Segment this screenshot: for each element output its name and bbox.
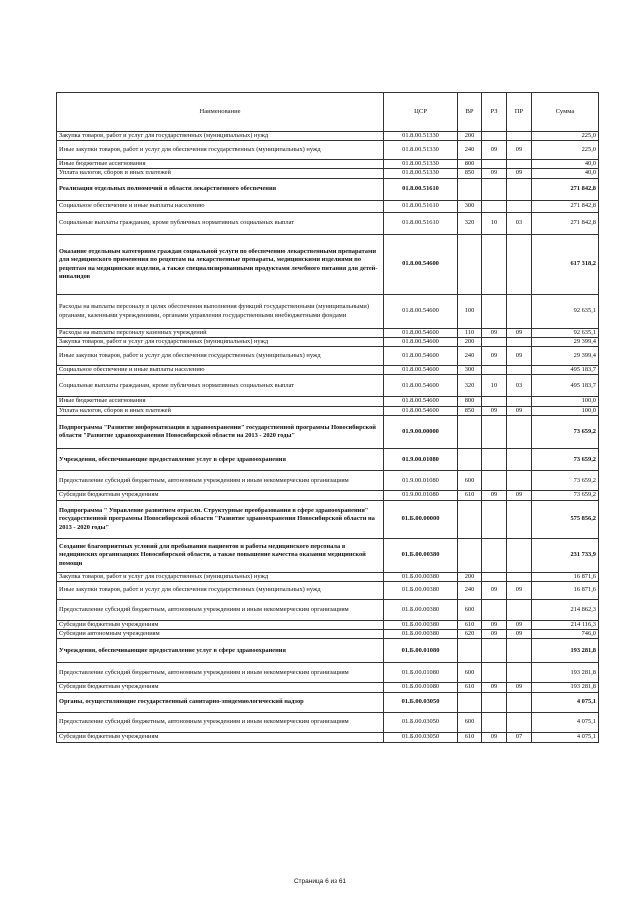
cell-name: Учреждения, обеспечивающие предоставление услуг в сфере здравоохранения <box>57 639 384 663</box>
cell-pr <box>507 539 532 572</box>
cell-name: Закупка товаров, работ и услуг для государственных (муниципальных) нужд <box>57 337 384 346</box>
cell-rz: 10 <box>482 375 507 397</box>
cell-rz <box>482 337 507 346</box>
cell-vr <box>458 416 482 449</box>
cell-rz <box>482 539 507 572</box>
cell-name: Закупка товаров, работ и услуг для государственных (муниципальных) нужд <box>57 132 384 141</box>
cell-csr: 01.8.00.54600 <box>384 328 458 337</box>
cell-csr: 01.Б.00.01080 <box>384 639 458 663</box>
cell-pr: 09 <box>507 169 532 178</box>
cell-rz <box>482 397 507 406</box>
cell-rz: 09 <box>482 683 507 692</box>
cell-rz <box>482 471 507 491</box>
cell-sum: 193 281,8 <box>532 663 599 683</box>
cell-sum: 4 075,1 <box>532 713 599 733</box>
cell-rz: 09 <box>482 581 507 599</box>
cell-name: Иные бюджетные ассигнования <box>57 397 384 406</box>
table-row <box>57 572 599 581</box>
table-row <box>57 449 599 471</box>
page-number: Страница 6 из 61 <box>293 878 347 885</box>
cell-sum: 40,0 <box>532 169 599 178</box>
cell-name: Закупка товаров, работ и услуг для государственных (муниципальных) нужд <box>57 572 384 581</box>
table-row <box>57 234 599 295</box>
cell-pr <box>507 471 532 491</box>
cell-vr: 200 <box>458 572 482 581</box>
cell-pr <box>507 397 532 406</box>
cell-rz: 10 <box>482 212 507 234</box>
cell-sum: 225,0 <box>532 132 599 141</box>
cell-vr: 600 <box>458 663 482 683</box>
cell-pr <box>507 416 532 449</box>
cell-pr <box>507 572 532 581</box>
cell-pr <box>507 449 532 471</box>
cell-name: Иные закупки товаров, работ и услуг для обеспечения государственных (муниципальных) нужд <box>57 347 384 365</box>
cell-sum: 92 635,1 <box>532 328 599 337</box>
cell-csr: 01.Б.00.00380 <box>384 629 458 638</box>
cell-csr: 01.9.00.01080 <box>384 491 458 500</box>
table-row <box>57 406 599 415</box>
cell-name: Подпрограмма "Развитие информатизации в здравоохранении" государственной программы Новосибирской области "Развитие здравоохранения Новосибирской области на 2013 - 2020 годы" <box>57 416 384 449</box>
table-row <box>57 212 599 234</box>
header-pr: ПР <box>507 93 532 132</box>
cell-csr: 01.9.00.01080 <box>384 449 458 471</box>
cell-name: Подпрограмма " Управление развитием отрасли. Структурные преобразования в сфере здравоохранения" государственной программы Новосибирской области "Развитие здравоохранения Новосибирской области на 2013 - 2020 годы" <box>57 500 384 539</box>
table-row <box>57 295 599 328</box>
cell-vr: 300 <box>458 365 482 374</box>
cell-name: Социальное обеспечение и иные выплаты населению <box>57 365 384 374</box>
cell-csr: 01.Б.00.00380 <box>384 581 458 599</box>
table-row <box>57 337 599 346</box>
cell-pr <box>507 132 532 141</box>
table-row <box>57 620 599 629</box>
cell-sum: 29 399,4 <box>532 347 599 365</box>
cell-vr: 610 <box>458 733 482 742</box>
cell-csr: 01.Б.00.03050 <box>384 713 458 733</box>
cell-pr: 03 <box>507 375 532 397</box>
cell-name: Субсидии бюджетным учреждениям <box>57 620 384 629</box>
cell-sum: 271 842,8 <box>532 212 599 234</box>
table-header-row <box>57 93 599 132</box>
cell-rz <box>482 663 507 683</box>
cell-name: Уплата налогов, сборов и иных платежей <box>57 406 384 415</box>
cell-name: Расходы на выплаты персоналу казенных учреждений <box>57 328 384 337</box>
table-row <box>57 491 599 500</box>
cell-csr: 01.8.00.51330 <box>384 169 458 178</box>
cell-rz <box>482 416 507 449</box>
cell-sum: 100,0 <box>532 397 599 406</box>
cell-sum: 271 842,8 <box>532 200 599 212</box>
cell-name: Уплата налогов, сборов и иных платежей <box>57 169 384 178</box>
cell-csr: 01.8.00.54600 <box>384 397 458 406</box>
table-row <box>57 713 599 733</box>
cell-pr: 09 <box>507 620 532 629</box>
cell-pr: 09 <box>507 347 532 365</box>
cell-csr: 01.8.00.54600 <box>384 365 458 374</box>
cell-csr: 01.8.00.54600 <box>384 337 458 346</box>
cell-rz <box>482 713 507 733</box>
table-row <box>57 581 599 599</box>
cell-csr: 01.8.00.51610 <box>384 212 458 234</box>
cell-csr: 01.8.00.54600 <box>384 375 458 397</box>
cell-sum: 495 183,7 <box>532 365 599 374</box>
cell-sum: 231 733,9 <box>532 539 599 572</box>
cell-rz <box>482 132 507 141</box>
cell-sum: 495 183,7 <box>532 375 599 397</box>
cell-rz <box>482 572 507 581</box>
cell-vr: 600 <box>458 471 482 491</box>
cell-name: Органы, осуществляющие государственный санитарно-эпидемиологический надзор <box>57 692 384 712</box>
table-row <box>57 539 599 572</box>
table-row <box>57 397 599 406</box>
cell-pr <box>507 365 532 374</box>
cell-csr: 01.Б.00.00380 <box>384 572 458 581</box>
cell-vr: 850 <box>458 169 482 178</box>
cell-vr: 300 <box>458 200 482 212</box>
cell-sum: 16 871,6 <box>532 581 599 599</box>
cell-pr <box>507 692 532 712</box>
cell-name: Учреждения, обеспечивающие предоставление услуг в сфере здравоохранения <box>57 449 384 471</box>
cell-name: Социальные выплаты гражданам, кроме публичных нормативных социальных выплат <box>57 375 384 397</box>
table-row <box>57 169 599 178</box>
cell-csr: 01.8.00.54600 <box>384 234 458 295</box>
cell-vr: 610 <box>458 683 482 692</box>
cell-csr: 01.Б.00.01080 <box>384 663 458 683</box>
cell-vr: 240 <box>458 141 482 159</box>
cell-pr: 09 <box>507 328 532 337</box>
header-csr: ЦСР <box>384 93 458 132</box>
cell-sum: 92 635,1 <box>532 295 599 328</box>
table-row <box>57 733 599 742</box>
cell-sum: 100,0 <box>532 406 599 415</box>
cell-vr: 200 <box>458 132 482 141</box>
cell-rz: 09 <box>482 141 507 159</box>
cell-sum: 4 075,1 <box>532 733 599 742</box>
cell-rz <box>482 178 507 200</box>
cell-pr <box>507 713 532 733</box>
cell-csr: 01.Б.00.00380 <box>384 620 458 629</box>
cell-vr <box>458 692 482 712</box>
cell-vr: 600 <box>458 713 482 733</box>
cell-sum: 746,0 <box>532 629 599 638</box>
header-name: Наименование <box>57 93 384 132</box>
cell-pr <box>507 159 532 168</box>
cell-rz: 09 <box>482 406 507 415</box>
cell-sum: 4 075,1 <box>532 692 599 712</box>
cell-rz <box>482 500 507 539</box>
cell-rz: 09 <box>482 347 507 365</box>
table-row <box>57 416 599 449</box>
cell-csr: 01.8.00.51610 <box>384 200 458 212</box>
cell-name: Расходы на выплаты персоналу в целях обеспечения выполнения функций государственными (муниципальными) органами, казенными учреждениями, органами управления государственными внебюджетными фондами <box>57 295 384 328</box>
cell-csr: 01.9.00.00000 <box>384 416 458 449</box>
cell-csr: 01.Б.00.00380 <box>384 539 458 572</box>
cell-csr: 01.Б.00.00000 <box>384 500 458 539</box>
cell-vr <box>458 539 482 572</box>
cell-vr: 600 <box>458 600 482 620</box>
cell-sum: 16 871,6 <box>532 572 599 581</box>
cell-name: Предоставление субсидий бюджетным, автономным учреждениям и иным некоммерческим организациям <box>57 471 384 491</box>
table-row <box>57 365 599 374</box>
cell-name: Реализация отдельных полномочий в области лекарственного обеспечения <box>57 178 384 200</box>
table-row <box>57 692 599 712</box>
cell-rz <box>482 200 507 212</box>
cell-vr <box>458 639 482 663</box>
table-row <box>57 600 599 620</box>
cell-csr: 01.Б.00.03050 <box>384 692 458 712</box>
cell-pr <box>507 500 532 539</box>
table-row <box>57 375 599 397</box>
table-row <box>57 347 599 365</box>
cell-name: Субсидии бюджетным учреждениям <box>57 683 384 692</box>
cell-csr: 01.8.00.54600 <box>384 347 458 365</box>
cell-vr <box>458 449 482 471</box>
cell-pr: 09 <box>507 629 532 638</box>
cell-sum: 193 281,8 <box>532 683 599 692</box>
cell-sum: 214 862,3 <box>532 600 599 620</box>
cell-name: Создание благоприятных условий для пребывания пациентов и работы медицинского персонала в медицинских организациях Новосибирской области, а также повышение качества оказания медицинской помощи <box>57 539 384 572</box>
cell-pr: 07 <box>507 733 532 742</box>
cell-vr: 320 <box>458 375 482 397</box>
cell-rz <box>482 365 507 374</box>
cell-vr: 100 <box>458 295 482 328</box>
cell-rz <box>482 234 507 295</box>
cell-name: Субсидии бюджетным учреждениям <box>57 733 384 742</box>
cell-pr <box>507 337 532 346</box>
cell-sum: 73 659,2 <box>532 449 599 471</box>
table-row <box>57 178 599 200</box>
cell-pr: 09 <box>507 491 532 500</box>
cell-pr: 09 <box>507 683 532 692</box>
cell-name: Предоставление субсидий бюджетным, автономным учреждениям и иным некоммерческим организациям <box>57 663 384 683</box>
cell-vr: 850 <box>458 406 482 415</box>
cell-name: Социальное обеспечение и иные выплаты населению <box>57 200 384 212</box>
cell-pr <box>507 178 532 200</box>
cell-rz <box>482 692 507 712</box>
cell-vr: 240 <box>458 347 482 365</box>
table-row <box>57 159 599 168</box>
cell-vr: 240 <box>458 581 482 599</box>
cell-pr <box>507 600 532 620</box>
cell-sum: 225,0 <box>532 141 599 159</box>
cell-vr: 610 <box>458 620 482 629</box>
header-sum: Сумма <box>532 93 599 132</box>
cell-pr: 09 <box>507 406 532 415</box>
cell-rz <box>482 639 507 663</box>
cell-pr <box>507 295 532 328</box>
cell-pr: 03 <box>507 212 532 234</box>
cell-sum: 29 399,4 <box>532 337 599 346</box>
cell-sum: 617 318,2 <box>532 234 599 295</box>
cell-rz: 09 <box>482 328 507 337</box>
cell-csr: 01.Б.00.00380 <box>384 600 458 620</box>
table-row <box>57 141 599 159</box>
header-rz: РЗ <box>482 93 507 132</box>
cell-vr <box>458 234 482 295</box>
cell-sum: 214 116,3 <box>532 620 599 629</box>
table-row <box>57 132 599 141</box>
cell-name: Социальные выплаты гражданам, кроме публичных нормативных социальных выплат <box>57 212 384 234</box>
cell-rz <box>482 159 507 168</box>
cell-csr: 01.9.00.01080 <box>384 471 458 491</box>
cell-csr: 01.8.00.54600 <box>384 295 458 328</box>
cell-sum: 73 659,2 <box>532 491 599 500</box>
cell-csr: 01.8.00.54600 <box>384 406 458 415</box>
cell-rz: 09 <box>482 629 507 638</box>
cell-csr: 01.8.00.51330 <box>384 159 458 168</box>
cell-name: Субсидии автономным учреждениям <box>57 629 384 638</box>
cell-csr: 01.8.00.51330 <box>384 132 458 141</box>
cell-sum: 73 659,2 <box>532 416 599 449</box>
table-row <box>57 200 599 212</box>
cell-sum: 271 842,8 <box>532 178 599 200</box>
cell-rz: 09 <box>482 620 507 629</box>
header-vr: ВР <box>458 93 482 132</box>
cell-pr <box>507 234 532 295</box>
cell-name: Предоставление субсидий бюджетным, автономным учреждениям и иным некоммерческим организациям <box>57 600 384 620</box>
cell-sum: 193 281,8 <box>532 639 599 663</box>
cell-sum: 40,0 <box>532 159 599 168</box>
cell-pr: 09 <box>507 581 532 599</box>
cell-pr <box>507 200 532 212</box>
cell-rz <box>482 295 507 328</box>
cell-name: Субсидии бюджетным учреждениям <box>57 491 384 500</box>
cell-name: Иные закупки товаров, работ и услуг для обеспечения государственных (муниципальных) нужд <box>57 141 384 159</box>
cell-rz: 09 <box>482 491 507 500</box>
table-row <box>57 328 599 337</box>
cell-vr: 620 <box>458 629 482 638</box>
cell-vr: 110 <box>458 328 482 337</box>
cell-csr: 01.Б.00.03050 <box>384 733 458 742</box>
cell-name: Иные закупки товаров, работ и услуг для обеспечения государственных (муниципальных) нужд <box>57 581 384 599</box>
cell-vr <box>458 178 482 200</box>
table-row <box>57 500 599 539</box>
cell-csr: 01.Б.00.01080 <box>384 683 458 692</box>
cell-pr <box>507 639 532 663</box>
cell-rz: 09 <box>482 733 507 742</box>
cell-pr <box>507 663 532 683</box>
cell-vr: 320 <box>458 212 482 234</box>
cell-vr: 200 <box>458 337 482 346</box>
table-row <box>57 663 599 683</box>
cell-name: Оказание отдельным категориям граждан социальной услуги по обеспечению лекарственными препаратами для медицинского применения по рецептам на лекарственные препараты, медицинскими изделиями по рецептам на медицинские изделия, а также специализированными продуктами лечебного питания для детей-инвалидов <box>57 234 384 295</box>
cell-pr: 09 <box>507 141 532 159</box>
cell-vr: 800 <box>458 397 482 406</box>
cell-rz <box>482 449 507 471</box>
table-row <box>57 471 599 491</box>
cell-sum: 575 856,2 <box>532 500 599 539</box>
cell-name: Иные бюджетные ассигнования <box>57 159 384 168</box>
table-row <box>57 683 599 692</box>
cell-rz: 09 <box>482 169 507 178</box>
table-row <box>57 629 599 638</box>
cell-rz <box>482 600 507 620</box>
table-body <box>57 132 599 743</box>
budget-table <box>56 92 599 743</box>
cell-name: Предоставление субсидий бюджетным, автономным учреждениям и иным некоммерческим организациям <box>57 713 384 733</box>
cell-sum: 73 659,2 <box>532 471 599 491</box>
cell-csr: 01.8.00.51330 <box>384 141 458 159</box>
cell-csr: 01.8.00.51610 <box>384 178 458 200</box>
cell-vr: 610 <box>458 491 482 500</box>
table-row <box>57 639 599 663</box>
cell-vr: 800 <box>458 159 482 168</box>
cell-vr <box>458 500 482 539</box>
